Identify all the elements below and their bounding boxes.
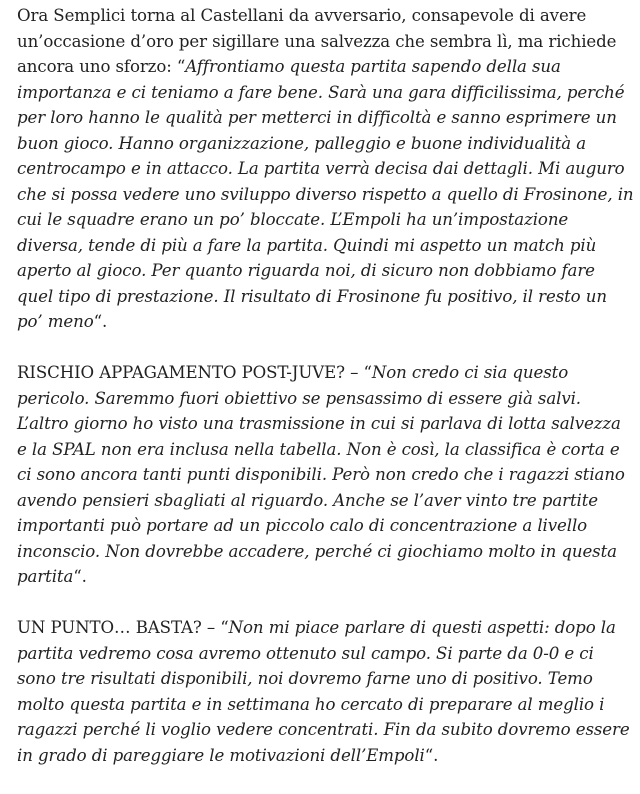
article-paragraph-intro (17, 3, 635, 335)
quote-close: “. (73, 567, 87, 586)
quote-text: Non credo ci sia questo pericolo. Saremmo fuori obiettivo se pensassimo di essere già salvi. L’altro giorno ho visto una trasmissione in cui si parlava di lotta salvezza e la SPAL non era inclusa nella tabella. Non è così, la classifica è corta e ci sono ancora tanti punti disponibili. Però non credo che i ragazzi stiano avendo pensieri sbagliati al riguardo. Anche se l’aver vinto tre partite importanti può portare ad un piccolo calo di concentrazione a livello inconscio. Non dovrebbe accadere, perché ci giochiamo molto in questa partita (17, 363, 625, 586)
quote-close: “. (424, 745, 439, 765)
article-body (17, 3, 635, 794)
paragraph-lead-text: UN PUNTO… BASTA? – “ (17, 618, 229, 637)
article-paragraph-post-juve (17, 360, 635, 590)
quote-text: Non mi piace parlare di questi aspetti: dopo la partita vedremo cosa avremo ottenuto sul campo. Si parte da 0-0 e ci sono tre risultati disponibili, noi dovremo farne uno di positivo. Temo molto questa partita e in settimana ho cercato di preparare al meglio i ragazzi perché li voglio vedere concentrati. Fin da subito dovremo essere in grado di pareggiare le motivazioni dell’Empoli (17, 618, 630, 765)
article-paragraph-un-punto (17, 615, 635, 768)
paragraph-lead-text: Ora Semplici torna al Castellani da avversario, consapevole di avere un’occasione d’oro per sigillare una salvezza che sembra lì, ma richiede ancora uno sforzo: “ (17, 6, 617, 76)
paragraph-lead-text: RISCHIO APPAGAMENTO POST-JUVE? – “ (17, 363, 372, 382)
quote-text: Affrontiamo questa partita sapendo della sua importanza e ci teniamo a fare bene. Sarà una gara difficilissima, perché per loro hanno le qualità per metterci in difficoltà e sanno esprimere un buon gioco. Hanno organizzazione, palleggio e buone individualità a centrocampo e in attacco. La partita verrà decisa dai dettagli. Mi auguro che si possa vedere uno sviluppo diverso rispetto a quello di Frosinone, in cui le squadre erano un po’ bloccate. L’Empoli ha un’impostazione diversa, tende di più a fare la partita. Quindi mi aspetto un match più aperto al gioco. Per quanto riguarda noi, di sicuro non dobbiamo fare quel tipo di prestazione. Il risultato di Frosinone fu positivo, il resto un po’ meno (17, 57, 634, 331)
quote-close: “. (93, 312, 108, 331)
